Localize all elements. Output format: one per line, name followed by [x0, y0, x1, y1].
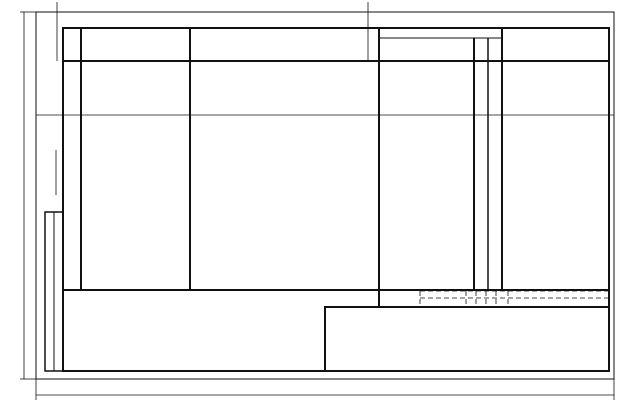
inner-frame	[63, 28, 609, 371]
title-block-dashed-extension	[420, 291, 609, 307]
title-block	[325, 307, 609, 371]
